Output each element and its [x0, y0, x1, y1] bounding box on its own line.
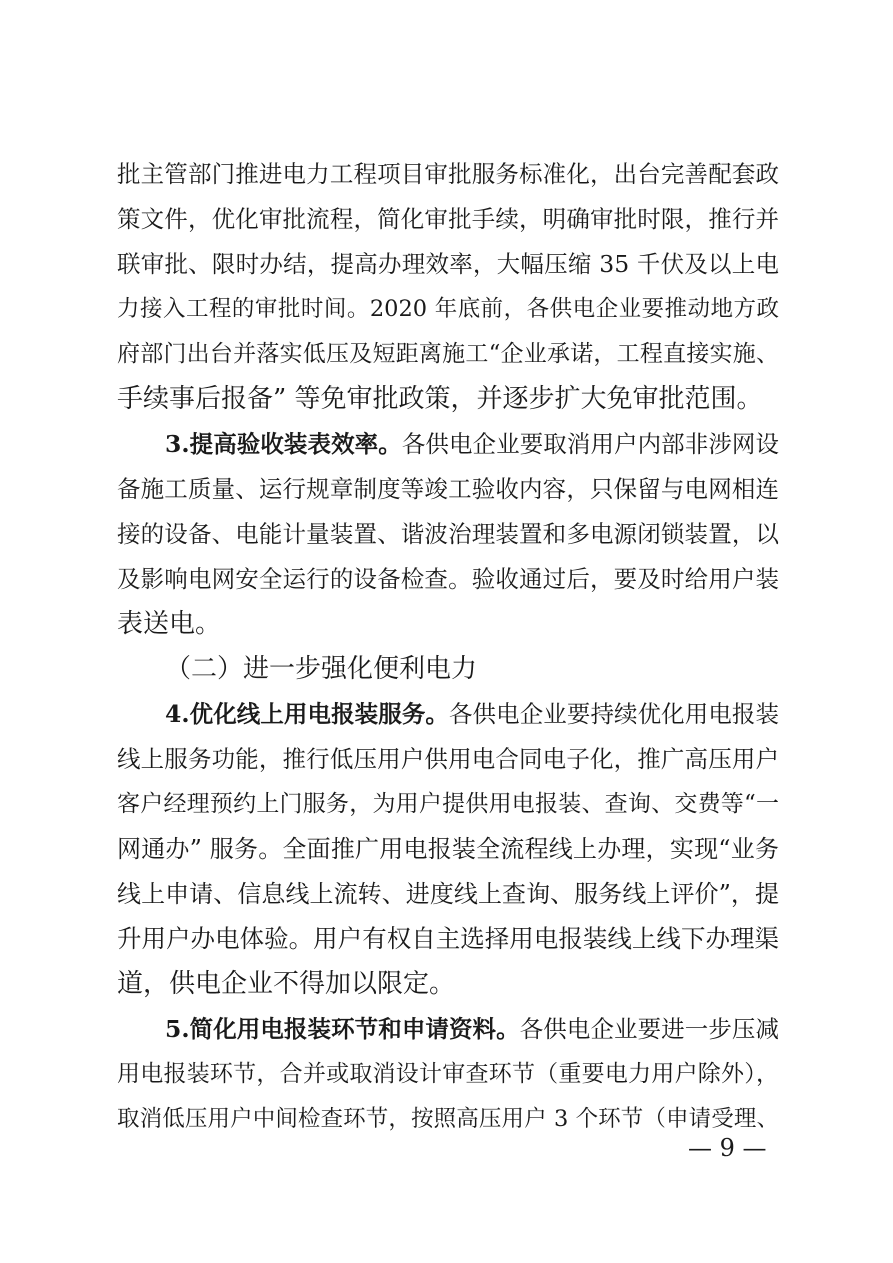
- paragraph-line: 备施工质量、运行规章制度等竣工验收内容，只保留与电网相连: [117, 475, 779, 503]
- paragraph-line: 线上申请、信息线上流转、进度线上查询、服务线上评价”，提: [117, 880, 779, 908]
- paragraph-line: 手续事后报备” 等免审批政策，并逐步扩大免审批范围。: [117, 384, 763, 414]
- paragraph-line: 及影响电网安全运行的设备检查。验收通过后，要及时给用户装: [117, 565, 779, 593]
- item-3-text: 各供电企业要取消用户内部非涉网设: [401, 430, 779, 458]
- item-5-heading: 5.简化用电报装环节和申请资料。: [165, 1015, 520, 1043]
- item-4-text: 各供电企业要持续优化用电报装: [448, 700, 779, 728]
- item-4-first-line: [165, 699, 779, 729]
- paragraph-line: 策文件，优化审批流程，简化审批手续，明确审批时限，推行并: [117, 205, 779, 233]
- paragraph-line: 升用户办电体验。用户有权自主选择用电报装线上线下办理渠: [117, 924, 779, 953]
- paragraph-line: 取消低压用户中间检查环节，按照高压用户 3 个环节（申请受理、: [117, 1106, 779, 1132]
- item-5-first-line: [165, 1014, 779, 1044]
- paragraph-line: 表送电。: [117, 609, 222, 639]
- paragraph-line: 道，供电企业不得加以限定。: [117, 969, 456, 999]
- paragraph-line: 府部门出台并落实低压及短距离施工“企业承诺，工程直接实施、: [117, 341, 779, 367]
- paragraph-line: 批主管部门推进电力工程项目审批服务标准化，出台完善配套政: [117, 160, 779, 188]
- paragraph-line: 力接入工程的审批时间。2020 年底前，各供电企业要推动地方政: [117, 296, 779, 322]
- paragraph-line: 客户经理预约上门服务，为用户提供用电报装、查询、交费等“一: [117, 791, 779, 817]
- item-3-heading: 3.提高验收装表效率。: [165, 430, 402, 458]
- item-3-first-line: [165, 429, 779, 459]
- item-4-heading: 4.优化线上用电报装服务。: [165, 700, 449, 728]
- paragraph-line: 联审批、限时办结，提高办理效率，大幅压缩 35 千伏及以上电: [117, 250, 779, 278]
- section-heading: （二）进一步强化便利电力: [165, 654, 478, 684]
- page-number: — 9 —: [688, 1134, 767, 1162]
- item-5-text: 各供电企业要进一步压减: [519, 1015, 779, 1043]
- paragraph-line: 网通办” 服务。全面推广用电报装全流程线上办理，实现“业务: [117, 835, 779, 863]
- paragraph-line: 用电报装环节，合并或取消设计审查环节（重要电力用户除外），: [117, 1061, 779, 1087]
- paragraph-line: 接的设备、电能计量装置、谐波治理装置和多电源闭锁装置，以: [117, 520, 779, 548]
- paragraph-line: 线上服务功能，推行低压用户供用电合同电子化，推广高压用户: [117, 745, 779, 773]
